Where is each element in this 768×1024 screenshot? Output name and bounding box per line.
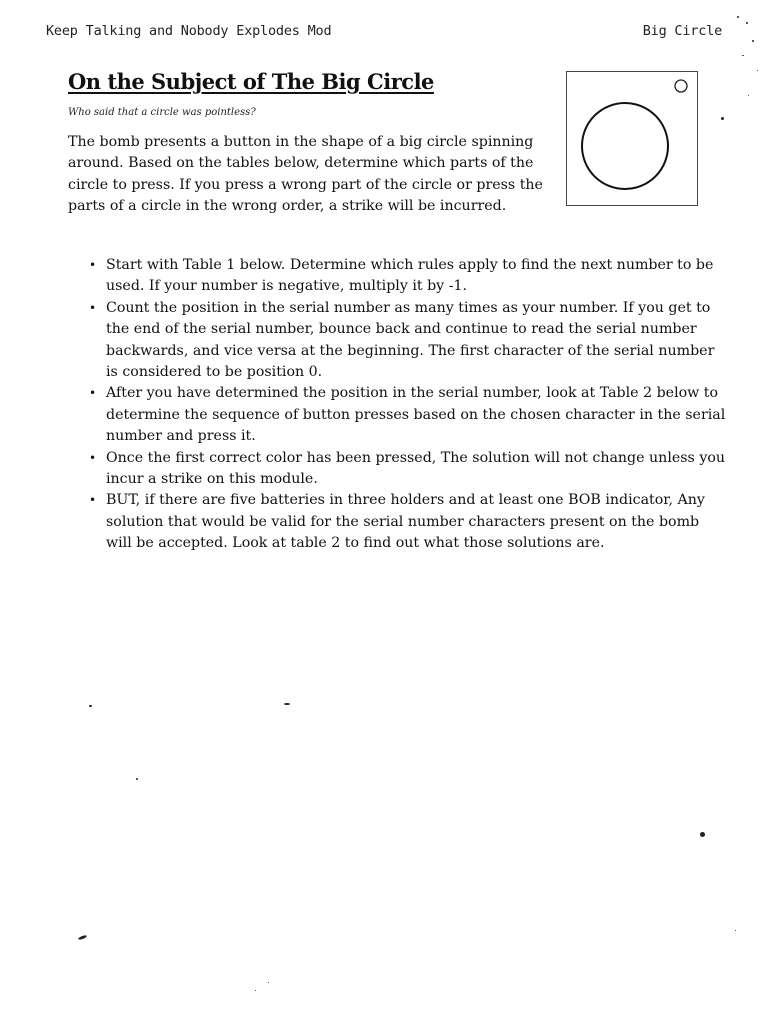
header-game-title: Keep Talking and Nobody Explodes Mod <box>46 23 332 39</box>
paper-speck <box>748 95 749 96</box>
paper-speck <box>78 935 87 941</box>
rule-text: Start with Table 1 below. Determine which rules apply to find the next number to be used. If your number is negative, multiply it by -1. <box>106 257 714 295</box>
paper-speck <box>700 832 705 837</box>
rules-list <box>86 255 726 555</box>
rule-text: After you have determined the position in the serial number, look at Table 2 below to determine the sequence of button presses based on the chosen character in the serial number and press it. <box>106 385 726 445</box>
page-subtitle: Who said that a circle was pointless? <box>68 107 256 118</box>
paper-speck <box>735 930 736 931</box>
rule-item <box>89 383 726 447</box>
module-illustration <box>566 71 698 206</box>
rule-text: Once the first correct color has been pressed, The solution will not change unless you incur a strike on this module. <box>106 449 726 488</box>
bullet-icon: • <box>89 300 97 315</box>
bullet-icon: • <box>89 258 97 272</box>
paper-speck <box>268 982 269 983</box>
header-module-name: Big Circle <box>642 23 722 39</box>
rule-item <box>89 448 726 491</box>
paper-speck <box>752 40 754 42</box>
paper-speck <box>255 990 256 991</box>
big-circle-icon <box>582 103 668 189</box>
paper-speck <box>737 16 739 18</box>
paper-speck <box>746 22 748 24</box>
intro-paragraph: The bomb presents a button in the shape of a big circle spinning around. Based on the tables below, determine which parts of the circle to press. If you press a wrong part of the circle or press the parts of a circle in the wrong order, a strike will be incurred. <box>68 134 543 215</box>
paper-speck <box>136 778 138 780</box>
bullet-icon: • <box>89 386 97 401</box>
paper-speck <box>89 705 92 707</box>
bullet-icon: • <box>89 450 97 465</box>
rule-text: BUT, if there are five batteries in three holders and at least one BOB indicator, Any solution that would be valid for the serial number characters present on the bomb will be accepted. Look at table 2 to find out what those solutions are. <box>106 492 705 552</box>
paper-speck <box>742 55 744 56</box>
bullet-icon: • <box>89 493 97 508</box>
page-title: On the Subject of The Big Circle <box>68 69 434 94</box>
paper-speck <box>284 703 290 705</box>
big-circle-diagram <box>567 72 697 205</box>
rule-item <box>89 255 726 298</box>
rule-item <box>89 490 726 554</box>
rule-item <box>89 298 726 384</box>
paper-speck <box>721 117 724 120</box>
paper-speck <box>757 70 758 71</box>
rule-text: Count the position in the serial number as many times as your number. If you get to the end of the serial number, bounce back and continue to read the serial number backwards, and vice versa at the beginning. The first character of the serial number is considered to be position 0. <box>106 299 715 381</box>
status-light-icon <box>675 80 687 92</box>
